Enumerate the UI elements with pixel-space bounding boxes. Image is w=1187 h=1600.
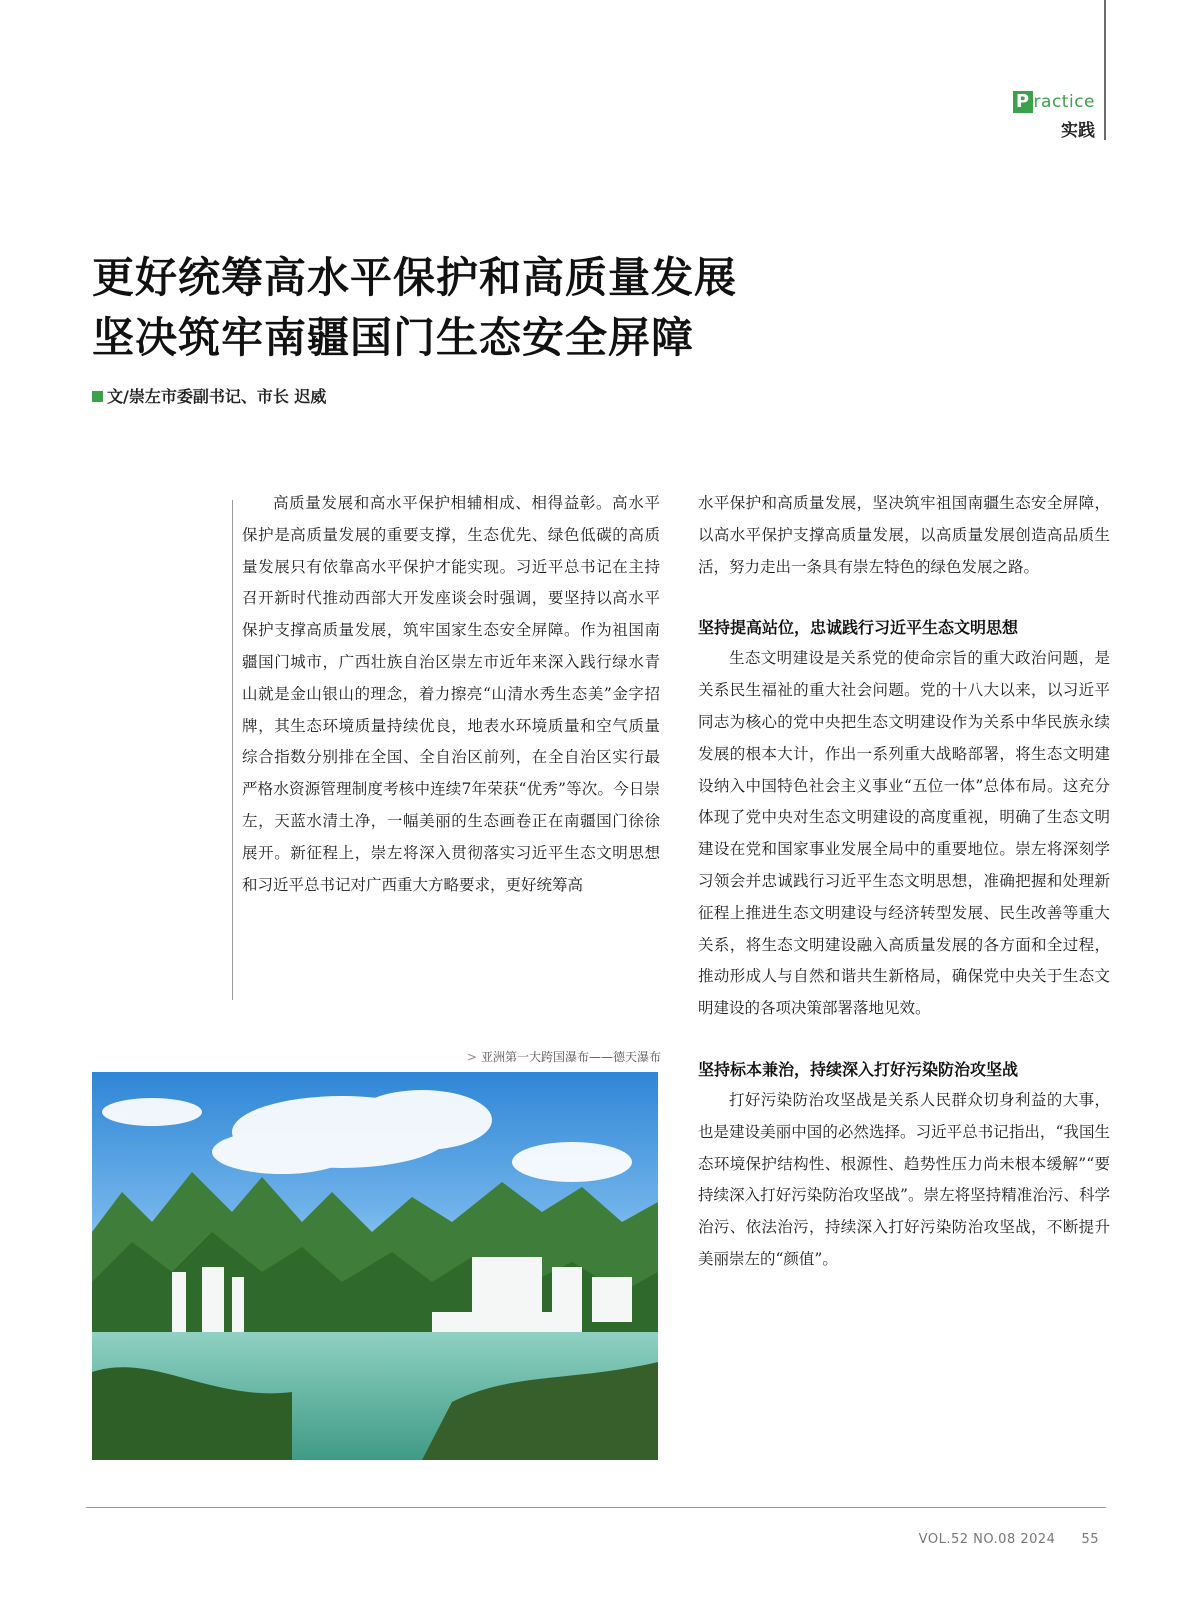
byline xyxy=(92,384,326,407)
section-1-paragraph: 生态文明建设是关系党的使命宗旨的重大政治问题，是关系民生福祉的重大社会问题。党的十八大以来，以习近平同志为核心的党中央把生态文明建设作为关系中华民族永续发展的根本大计，作出一系列重大战略部署，将生态文明建设纳入中国特色社会主义事业“五位一体”总体布局。这充分体现了党中央对生态文明建设的高度重视，明确了生态文明建设在党和国家事业发展全局中的重要地位。崇左将深刻学习领会并忠诚践行习近平生态文明思想，准确把握和处理新征程上推进生态文明建设与经济转型发展、民生改善等重大关系，将生态文明建设融入高质量发展的各方面和全过程，推动形成人与自然和谐共生新格局，确保党中央关于生态文明建设的各项决策部署落地见效。 xyxy=(698,649,1110,1018)
footer-rule xyxy=(86,1507,1106,1508)
section-2-paragraph: 打好污染防治攻坚战是关系人民群众切身利益的大事，也是建设美丽中国的必然选择。习近平总书记指出，“我国生态环境保护结构性、根源性、趋势性压力尚未根本缓解”“要持续深入打好污染防治攻坚战”。崇左将坚持精准治污、科学治污、依法治污，持续深入打好污染防治攻坚战，不断提升美丽崇左的“颜值”。 xyxy=(698,1090,1110,1268)
page-footer xyxy=(919,1532,1099,1547)
section-heading-2: 坚持标本兼治，持续深入打好污染防治攻坚战 xyxy=(698,1059,1019,1079)
column-side-rule xyxy=(232,500,233,1000)
caption-arrow-icon: > xyxy=(466,1050,477,1064)
section-heading-1: 坚持提高站位，忠诚践行习近平生态文明思想 xyxy=(698,618,1019,638)
byline-text: 文/崇左市委副书记、市长 迟威 xyxy=(107,387,327,406)
section-tag-english xyxy=(1013,90,1095,114)
issue-info: VOL.52 NO.08 2024 xyxy=(918,1532,1056,1547)
article-column-left xyxy=(242,488,660,901)
article-title-line-1: 更好统筹高水平保护和高质量发展 xyxy=(92,253,738,302)
photo-caption-text: 亚洲第一大跨国瀑布——德天瀑布 xyxy=(480,1050,661,1064)
header-vertical-rule xyxy=(1104,0,1106,140)
section-tag-chinese: 实践 xyxy=(1061,121,1095,141)
photo-caption xyxy=(467,1048,661,1065)
intro-paragraph: 高质量发展和高水平保护相辅相成、相得益彰。高水平保护是高质量发展的重要支撑，生态优先、绿色低碳的高质量发展只有依靠高水平保护才能实现。习近平总书记在主持召开新时代推动西部大开发座谈会时强调，要坚持以高水平保护支撑高质量发展，筑牢国家生态安全屏障。作为祖国南疆国门城市，广西壮族自治区崇左市近年来深入践行绿水青山就是金山银山的理念，着力擦亮“山清水秀生态美”金字招牌，其生态环境质量持续优良，地表水环境质量和空气质量综合指数分别排在全国、全自治区前列，在全自治区实行最严格水资源管理制度考核中连续7年荣获“优秀”等次。今日崇左，天蓝水清土净，一幅美丽的生态画卷正在南疆国门徐徐展开。新征程上，崇左将深入贯彻落实习近平生态文明思想和习近平总书记对广西重大方略要求，更好统筹高 xyxy=(242,494,660,894)
article-column-right xyxy=(698,488,1110,1276)
intro-paragraph-continued: 水平保护和高质量发展，坚决筑牢祖国南疆生态安全屏障，以高水平保护支撑高质量发展，以高质量发展创造高品质生活，努力走出一条具有崇左特色的绿色发展之路。 xyxy=(698,494,1110,576)
byline-square-icon xyxy=(92,391,103,402)
article-title-line-2: 坚决筑牢南疆国门生态安全屏障 xyxy=(92,313,695,362)
page-number: 55 xyxy=(1081,1532,1099,1547)
section-tag xyxy=(1013,90,1095,141)
waterfall-illustration xyxy=(92,1072,658,1460)
section-tag-rest: ractice xyxy=(1033,92,1095,112)
section-tag-initial: P xyxy=(1013,91,1033,113)
waterfall-photo xyxy=(92,1072,658,1460)
article-title xyxy=(92,248,737,368)
